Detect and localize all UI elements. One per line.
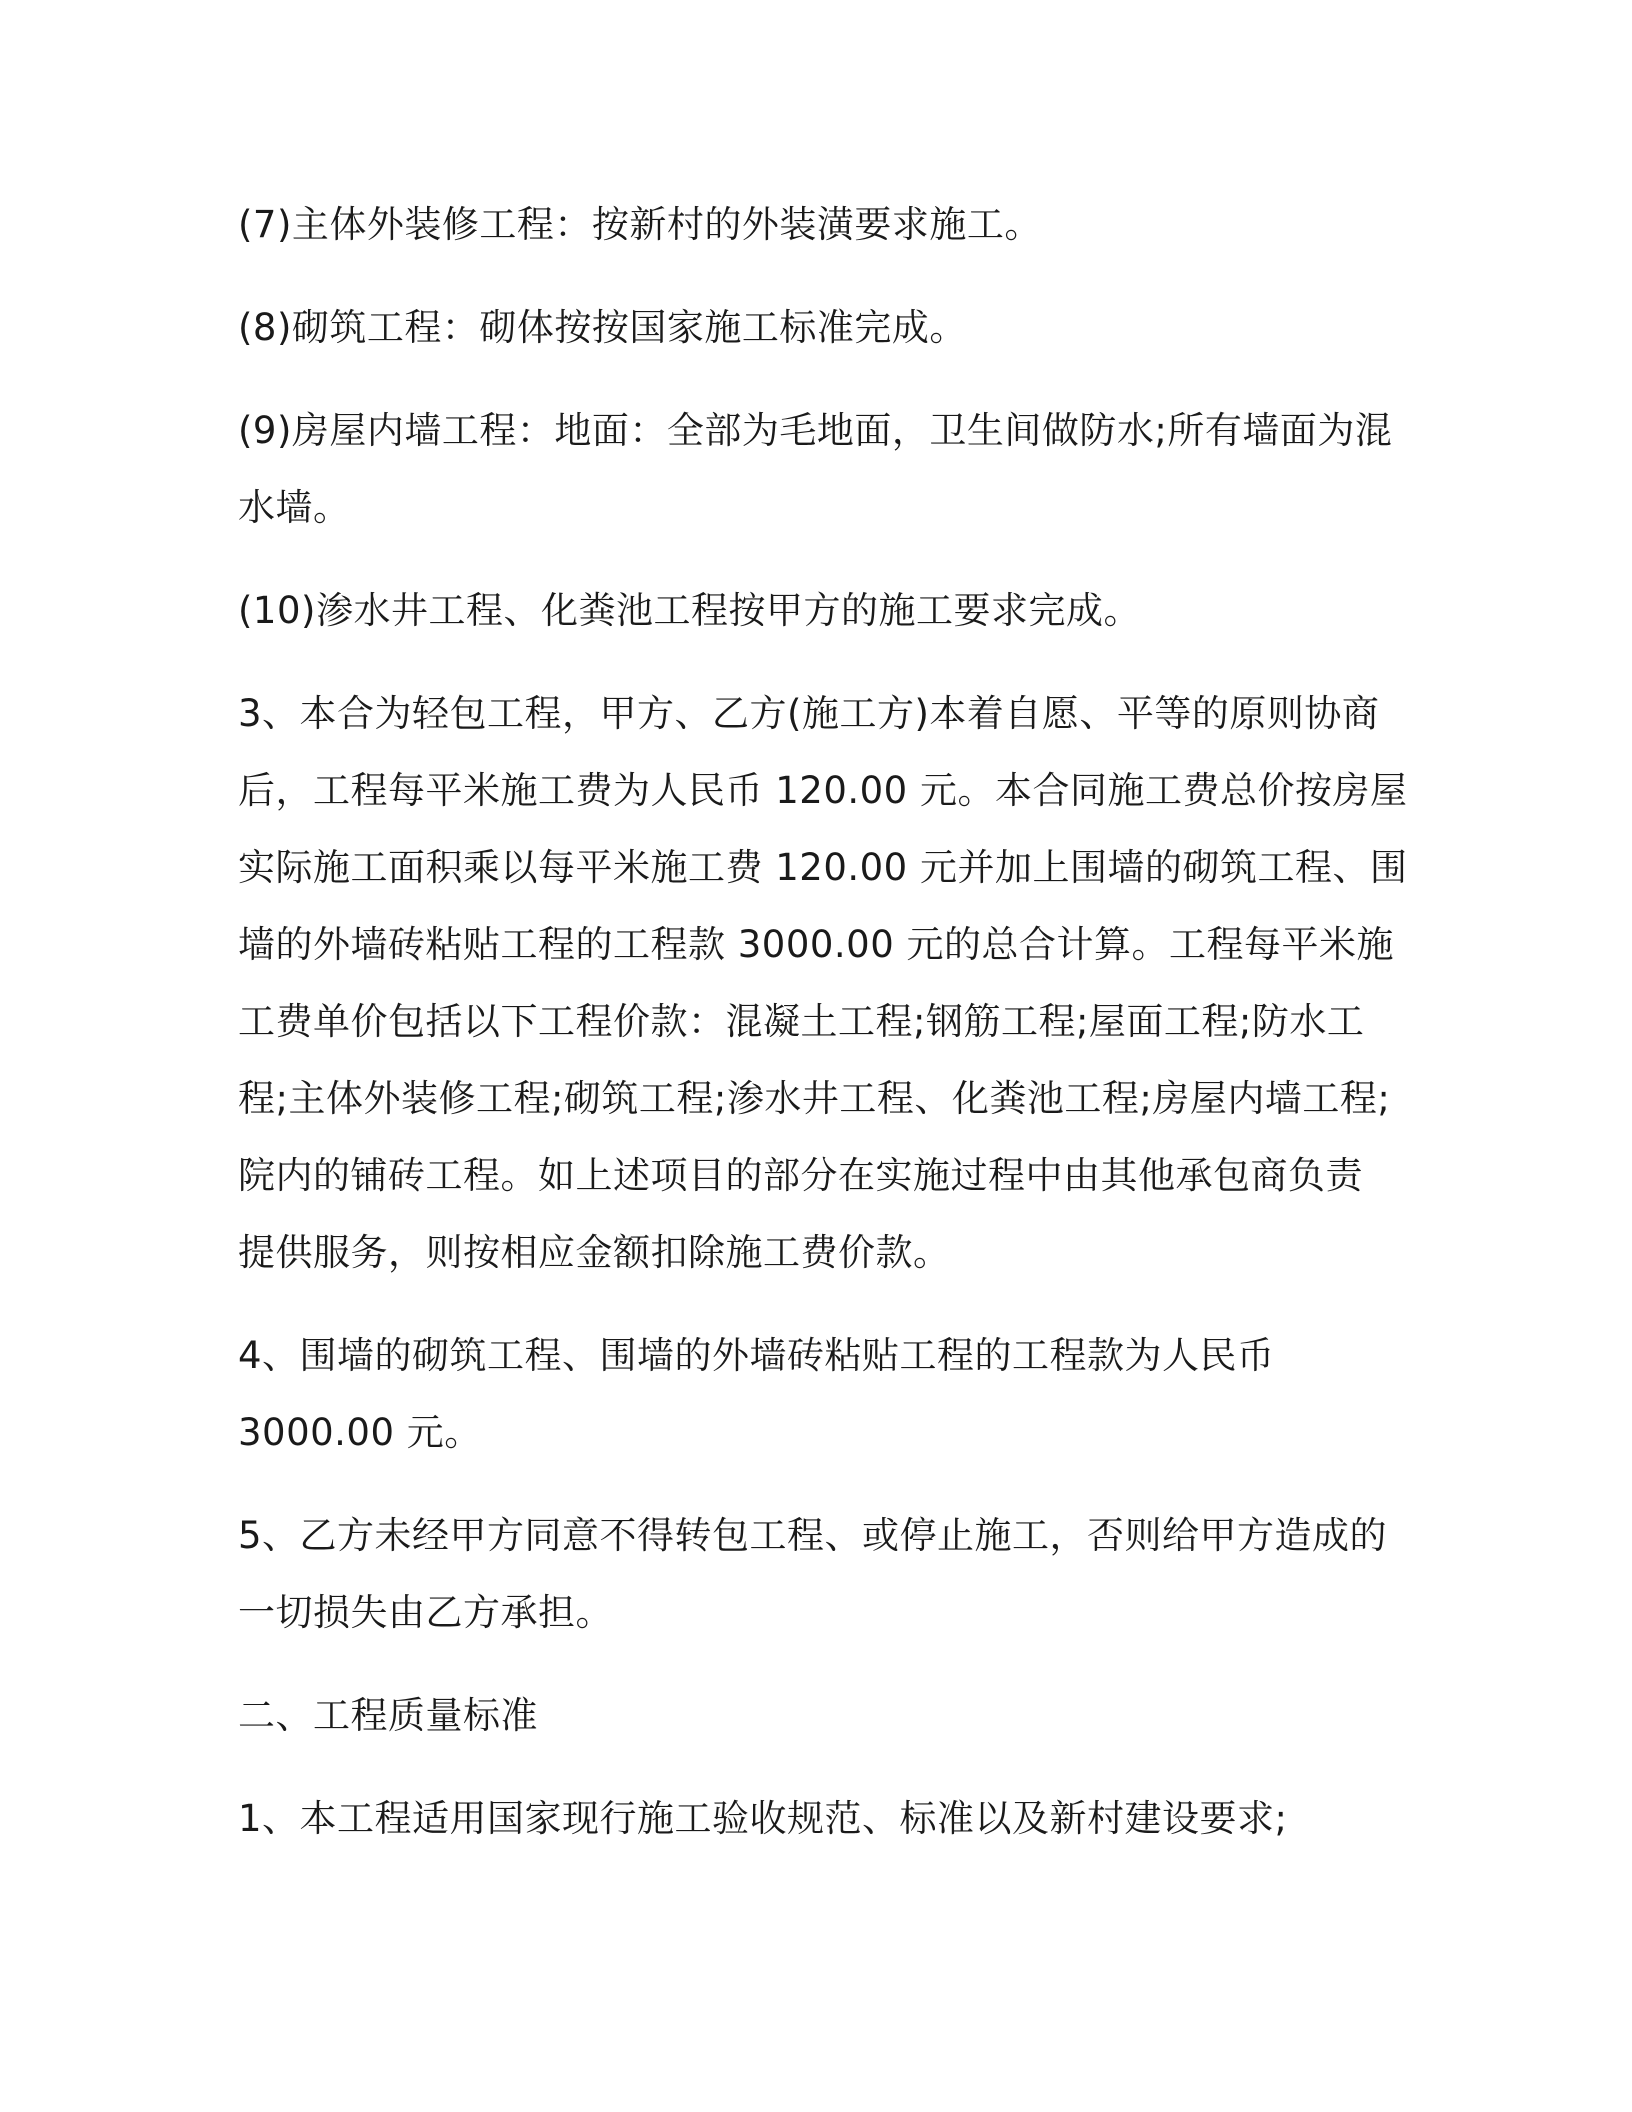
text-line: 3000.00 元。 bbox=[238, 1411, 482, 1454]
paragraph-item-8 bbox=[238, 289, 1388, 366]
text-line: 3、本合为轻包工程，甲方、乙方(施工方)本着自愿、平等的原则协商 bbox=[238, 692, 1380, 735]
text-line: 后，工程每平米施工费为人民币 120.00 元。本合同施工费总价按房屋 bbox=[238, 769, 1408, 812]
document-body bbox=[238, 186, 1408, 1883]
paragraph-item-10 bbox=[238, 572, 1388, 649]
text-line: 二、工程质量标准 bbox=[238, 1694, 538, 1737]
paragraph-clause-5 bbox=[238, 1497, 1388, 1651]
text-line: 5、乙方未经甲方同意不得转包工程、或停止施工，否则给甲方造成的 bbox=[238, 1514, 1388, 1557]
text-line: 一切损失由乙方承担。 bbox=[238, 1591, 613, 1634]
paragraph-item-9 bbox=[238, 392, 1393, 546]
text-line: (10)渗水井工程、化粪池工程按甲方的施工要求完成。 bbox=[238, 589, 1141, 632]
section-heading-quality-standard bbox=[238, 1677, 1388, 1754]
paragraph-clause-4 bbox=[238, 1317, 1388, 1471]
paragraph-clause-3 bbox=[238, 675, 1408, 1291]
text-line: (9)房屋内墙工程：地面：全部为毛地面，卫生间做防水;所有墙面为混 bbox=[238, 409, 1393, 452]
text-line: 水墙。 bbox=[238, 486, 351, 529]
text-line: 院内的铺砖工程。如上述项目的部分在实施过程中由其他承包商负责 bbox=[238, 1154, 1363, 1197]
text-line: 工费单价包括以下工程价款：混凝土工程;钢筋工程;屋面工程;防水工 bbox=[238, 1000, 1365, 1043]
paragraph-quality-1 bbox=[238, 1780, 1388, 1857]
text-line: 实际施工面积乘以每平米施工费 120.00 元并加上围墙的砌筑工程、围 bbox=[238, 846, 1408, 889]
text-line: (8)砌筑工程：砌体按按国家施工标准完成。 bbox=[238, 306, 967, 349]
text-line: (7)主体外装修工程：按新村的外装潢要求施工。 bbox=[238, 203, 1042, 246]
text-line: 4、围墙的砌筑工程、围墙的外墙砖粘贴工程的工程款为人民币 bbox=[238, 1334, 1275, 1377]
paragraph-item-7 bbox=[238, 186, 1388, 263]
text-line: 墙的外墙砖粘贴工程的工程款 3000.00 元的总合计算。工程每平米施 bbox=[238, 923, 1395, 966]
text-line: 1、本工程适用国家现行施工验收规范、标准以及新村建设要求; bbox=[238, 1797, 1288, 1840]
text-line: 提供服务，则按相应金额扣除施工费价款。 bbox=[238, 1231, 951, 1274]
text-line: 程;主体外装修工程;砌筑工程;渗水井工程、化粪池工程;房屋内墙工程; bbox=[238, 1077, 1391, 1120]
